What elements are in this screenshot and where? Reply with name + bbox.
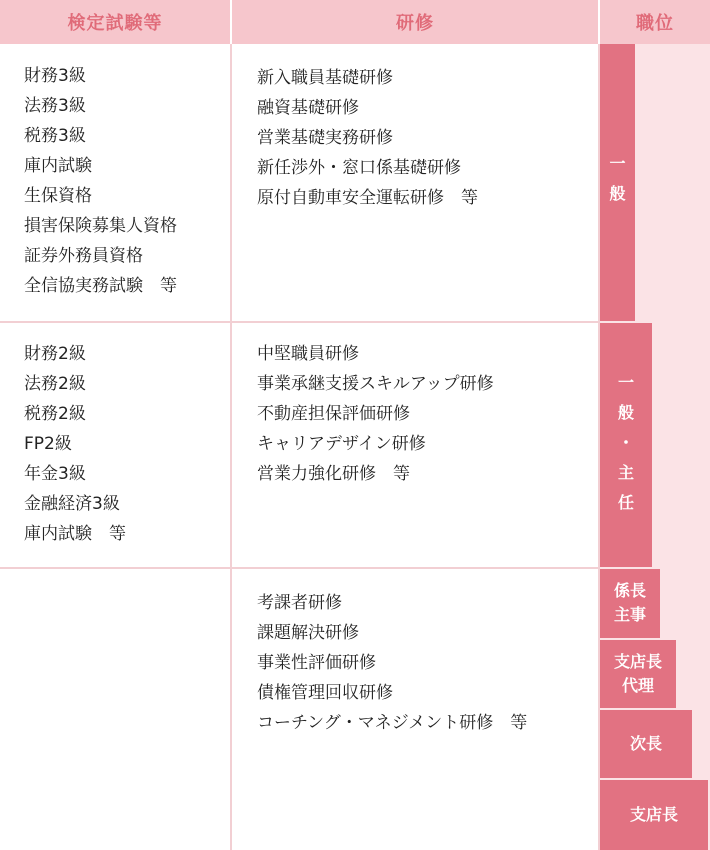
position-char: 一: [609, 154, 626, 173]
header-training: 研修: [232, 0, 598, 44]
training-item: 債権管理回収研修: [257, 683, 393, 703]
position-line: 主事: [613, 605, 646, 624]
position-line: 代理: [621, 676, 654, 695]
training-list-row1: [257, 63, 478, 213]
position-char: ・: [617, 433, 634, 452]
exam-item: 法務2級: [24, 374, 86, 394]
position-line: 支店長: [613, 652, 662, 671]
header-exams: 検定試験等: [0, 0, 230, 44]
exam-item: 年金3級: [24, 464, 86, 484]
training-item: 原付自動車安全運転研修 等: [257, 188, 478, 208]
exam-item: 税務3級: [24, 126, 86, 146]
training-item: 融資基礎研修: [257, 98, 359, 118]
training-item: 新任渉外・窓口係基礎研修: [257, 158, 461, 178]
training-item: 営業基礎実務研修: [257, 128, 393, 148]
position-ippan: [600, 44, 635, 321]
position-char: 一: [617, 373, 634, 392]
position-ippan-shunin: [600, 323, 652, 567]
position-shitencho: [600, 780, 708, 850]
exam-item: 財務3級: [24, 66, 86, 86]
exam-item: 庫内試験 等: [24, 524, 126, 544]
position-kakaricho-shuji: [600, 569, 660, 638]
exam-item: 損害保険募集人資格: [24, 216, 177, 236]
training-item: 中堅職員研修: [257, 344, 359, 364]
training-item: キャリアデザイン研修: [257, 434, 426, 454]
position-char: 任: [617, 493, 634, 512]
column-divider: [230, 44, 232, 850]
position-char: 般: [617, 403, 634, 422]
training-item: 課題解決研修: [257, 623, 359, 643]
position-char: 主: [617, 463, 634, 482]
position-shitencho-dairi: [600, 640, 676, 708]
training-item: 事業承継支援スキルアップ研修: [257, 374, 494, 394]
exam-item: 生保資格: [24, 186, 92, 206]
exam-list-row2: [24, 339, 126, 549]
position-char: 般: [609, 184, 626, 203]
exam-item: 庫内試験: [24, 156, 92, 176]
exam-item: 証券外務員資格: [24, 246, 143, 266]
row-divider: [0, 321, 600, 323]
row-divider: [0, 567, 600, 569]
header-position: 職位: [600, 0, 710, 44]
position-line: 係長: [613, 581, 646, 600]
training-item: 考課者研修: [257, 593, 342, 613]
exam-item: 税務2級: [24, 404, 86, 424]
exam-item: 金融経済3級: [24, 494, 120, 514]
exam-item: 全信協実務試験 等: [24, 276, 177, 296]
position-jicho: [600, 710, 692, 778]
training-item: コーチング・マネジメント研修 等: [257, 713, 528, 733]
training-list-row3: [257, 588, 527, 738]
training-item: 新入職員基礎研修: [257, 68, 393, 88]
position-label: 支店長: [629, 805, 678, 824]
training-list-row2: [257, 339, 494, 489]
training-item: 事業性評価研修: [257, 653, 376, 673]
exam-item: 財務2級: [24, 344, 86, 364]
position-label: 次長: [629, 734, 662, 753]
exam-list-row1: [24, 61, 177, 301]
training-item: 不動産担保評価研修: [257, 404, 410, 424]
exam-item: FP2級: [24, 434, 72, 454]
exam-item: 法務3級: [24, 96, 86, 116]
training-item: 営業力強化研修 等: [257, 464, 410, 484]
